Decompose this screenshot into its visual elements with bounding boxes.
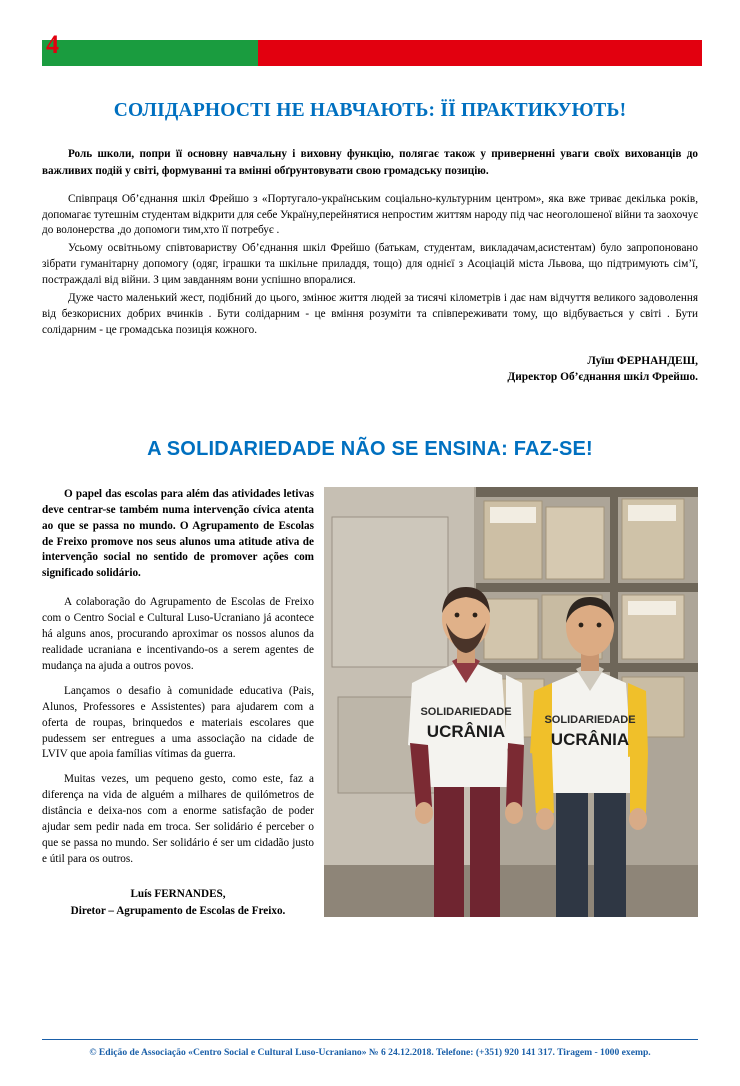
footer-imprint: © Edição de Associação «Centro Social e Cultural Luso-Ucraniano» № 6 24.12.2018. Telefone: (+351) 920 141 317. Tiragem - 1000 exemp. (89, 1047, 651, 1058)
portuguese-lead: O papel das escolas para além das atividades letivas deve centrar-se também numa intervenção cívica atenta ao que se passa no mundo. O Agrupamento de Escolas de Freixo promove nos seus alunos uma atitude ativa de intervenção social no sentido de promover ações com significado solidário. (42, 487, 314, 580)
svg-text:SOLIDARIEDADE: SOLIDARIEDADE (544, 713, 636, 726)
portuguese-article (42, 487, 314, 920)
ukrainian-article (42, 146, 698, 386)
banner-red-block (258, 40, 702, 66)
portuguese-content (42, 487, 698, 917)
portuguese-signature (42, 886, 314, 920)
svg-text:UCRÂNIA: UCRÂNIA (550, 729, 630, 749)
portuguese-signature-role: Diretor – Agrupamento de Escolas de Freixo. (70, 904, 286, 917)
portuguese-paragraph: A colaboração do Agrupamento de Escolas de Freixo com o Centro Social e Cultural Luso-Ucraniano já acontece há alguns anos, procurando aproximar os nossos alunos da realidade ucraniana e incentivando-os a serem agentes de mudança na ajuda a outros povos. (42, 596, 314, 672)
page-number: 4 (46, 30, 59, 59)
ukrainian-signature (42, 353, 698, 386)
page (0, 30, 740, 1086)
footer-divider (42, 1039, 698, 1040)
svg-text:UCRÂNIA: UCRÂNIA (426, 721, 506, 741)
ukrainian-signature-role: Директор Об’єднання шкіл Фрейшо. (507, 371, 698, 384)
ukrainian-lead: Роль школи, попри її основну навчальну і виховну функцію, полягає також у привepненні уваги своїх вихованців до важливих подій у світі, формуванні та вмінні обґрунтовувати свою громадську позицію. (42, 148, 698, 177)
portuguese-signature-name: Luís FERNANDES, (130, 887, 226, 900)
portuguese-title: A SOLIDARIEDADE NÃO SE ENSINA: FAZ-SE! (147, 437, 593, 460)
portuguese-paragraph: Lançamos o desafio à comunidade educativa (Pais, Alunos, Professores e Assistentes) para ajudarem com a oferta de roupas, brinquedos e materiais escolares que pudessem ser entregues a uma associação na cidade de LVIV que apoia famílias vítimas da guerra. (42, 684, 314, 761)
svg-text:SOLIDARIEDADE: SOLIDARIEDADE (420, 705, 512, 718)
ukrainian-paragraph: Дуже часто маленький жест, подібний до цього, змінює життя людей за тисячі кілометрів і дає нам відчуття великого задоволення від безкорисних добрих вчинків . Бути солідарним - це вміння розуміти та співпереживати тому, що відбувається у світі . Бути солідарним - це громадська позиція кожного. (42, 292, 698, 336)
ukrainian-signature-name: Луїш ФЕРНАНДЕШ, (587, 354, 698, 367)
ukrainian-paragraph: Співпраця Об’єднання шкіл Фрейшо з «Португало-українським соціально-культурним центром», яка вже триває декілька років, допомагає тутешнім студентам відкрити для себе Україну,перейнятися непростим життям народу під час неоголошеної війни та заохочує до волонерства ,до допомоги тим,хто її потребує . (42, 192, 698, 237)
ukrainian-title: СОЛІДАРНОСТІ НЕ НАВЧАЮТЬ: ЇЇ ПРАКТИКУЮТЬ! (113, 100, 627, 121)
portuguese-paragraph: Muitas vezes, um pequeno gesto, como este, faz a diferença na vida de alguém a milhares de quilómetros de distância e deixa-nos com a enorme satisfação de poder ajudar sem pedir nada em troca. Ser solidário é perceber o que se passa no mundo. Ser solidário é ser um cidadão justo e útil para os outros. (42, 773, 314, 865)
top-banner (42, 30, 702, 66)
portuguese-section (42, 438, 698, 917)
ukrainian-paragraph: Усьому освітньому співтовариству Об’єднання шкіл Фрейшо (батькам, студентам, викладачам,асистентам) було запропоновано зібрати гуманітарну допомогу (одяг, іграшки та шкільне приладдя, тощо) для однієї з Асоціацій міста Львова, що підтримують сім’ї, постраждалі від війни. З цим завданням вони успішно впоралися. (42, 242, 698, 287)
banner-green-block (42, 40, 258, 66)
photo-illustration (324, 487, 698, 917)
photo-two-men-solidariedade-ucrania (324, 487, 698, 917)
